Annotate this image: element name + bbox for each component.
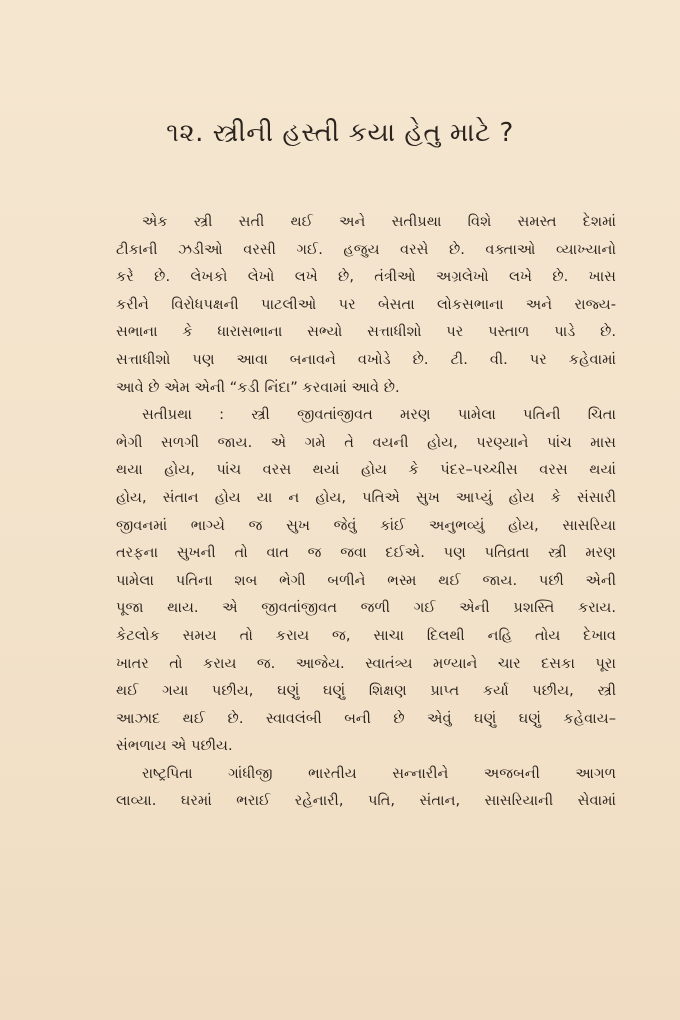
text-line: એક સ્ત્રી સતી થઈ અને સતીપ્રથા વિશે સમસ્ત દેશમાં: [142, 213, 616, 230]
text-line: ખાતર તો કરાય જ. આજેય. સ્વાતંત્ર્ય મળ્યાને ચાર દસકા પૂરા: [116, 654, 616, 672]
text-line: આવે છે એમ એની “કડી નિંદા” કરવામાં આવે છે.: [116, 378, 400, 396]
chapter-title: ૧૨. સ્ત્રીની હસ્તી કયા હેતુ માટે ?: [166, 118, 514, 148]
text-line: જીવનમાં ભાગ્યે જ સુખ જેવું કાંઈ અનુભવ્યું હોય, સાસરિયા: [116, 516, 616, 534]
text-line: પામેલા પતિના શબ ભેગી બળીને ભસ્મ થઈ જાય. પછી એની: [116, 571, 616, 589]
text-line: આઝાદ થઈ છે. સ્વાવલંબી બની છે એવું ઘણું ઘણું કહેવાય–: [116, 709, 616, 727]
text-line: હોય, સંતાન હોય યા ન હોય, પતિએ સુખ આપ્યું હોય કે સંસારી: [116, 488, 616, 506]
text-line: સત્તાધીશો પણ આવા બનાવને વખોડે છે. ટી. વી. પર કહેવામાં: [116, 350, 616, 368]
bleed-through-text: [110, 34, 580, 94]
text-line: લાવ્યા. ઘરમાં ભરાઈ રહેનારી, પતિ, સંતાન, સાસરિયાની સેવામાં: [116, 792, 616, 810]
text-line: ટીકાની ઝડીઓ વરસી ગઈ. હજુય વરસે છે. વક્તાઓ વ્યાખ્યાનો: [116, 240, 616, 258]
text-line: કેટલોક સમય તો કરાય જ, સાચા દિલથી નહિ તોય દેખાવ: [116, 626, 616, 644]
text-line: રાષ્ટ્રપિતા ગાંધીજી ભારતીય સન્નારીને અજબની આગળ: [142, 764, 616, 782]
chapter-body: [116, 208, 616, 815]
text-line: કરીને વિરોધપક્ષની પાટલીઓ પર બેસતા લોકસભાના અને રાજ્ય-: [116, 295, 616, 313]
text-line: પૂજા થાય. એ જીવતાંજીવત જળી ગઈ એની પ્રશસ્તિ કરાય.: [116, 599, 616, 617]
text-line: સભાના કે ધારાસભાના સભ્યો સત્તાધીશો પર પસ્તાળ પાડે છે.: [116, 323, 616, 341]
text-line: સતીપ્રથા : સ્ત્રી જીવતાંજીવત મરણ પામેલા પતિની ચિતા: [142, 406, 616, 424]
text-line: થયા હોય, પાંચ વરસ થયાં હોય કે પંદર–પચ્ચીસ વરસ થયાં: [116, 461, 616, 479]
text-line: કરે છે. લેખકો લેખો લખે છે, તંત્રીઓ અગ્રલેખો લખે છે. ખાસ: [116, 268, 616, 286]
text-line: ભેગી સળગી જાય. એ ગમે તે વયની હોય, પરણ્યાને પાંચ માસ: [116, 433, 616, 451]
text-line: થઈ ગયા પછીય, ઘણું ઘણું શિક્ષણ પ્રાપ્ત કર્યા પછીય, સ્ત્રી: [116, 682, 616, 700]
text-line: તરફના સુખની તો વાત જ જવા દઈએ. પણ પતિવ્રતા સ્ત્રી મરણ: [116, 544, 616, 562]
text-line: સંભળાય એ પછીય.: [116, 737, 233, 755]
